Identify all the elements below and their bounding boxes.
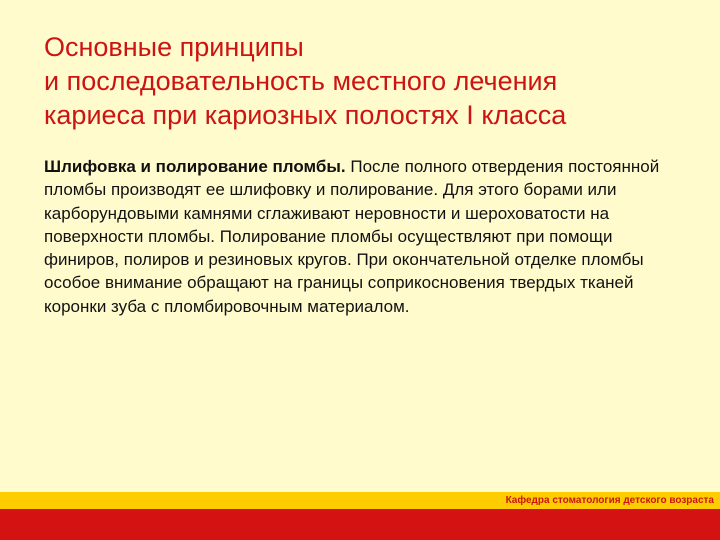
title-line: и последовательность местного лечения [44,66,558,96]
title-line: Основные принципы [44,32,304,62]
body-lead: Шлифовка и полирование пломбы. [44,157,346,176]
body-text: После полного отвердения постоянной пломбы производят ее шлифовку и полирование. Для этого борами или карборундовыми камнями сглаживают неровности и шероховатости на поверхности пломбы. Полирование пломбы осуществляют при помощи финиров, полиров и резиновых кругов. При окончательной отделке пломбы особое внимание обращают на границы соприкосновения твердых тканей коронки зуба с пломбировочным материалом. [44,157,660,316]
title-line: кариеса при кариозных полостях I класса [44,100,567,130]
footer-red-band [0,509,720,540]
body-paragraph [44,155,684,318]
slide-title [44,30,694,132]
footer-caption: Кафедра стоматология детского возраста [505,495,714,506]
